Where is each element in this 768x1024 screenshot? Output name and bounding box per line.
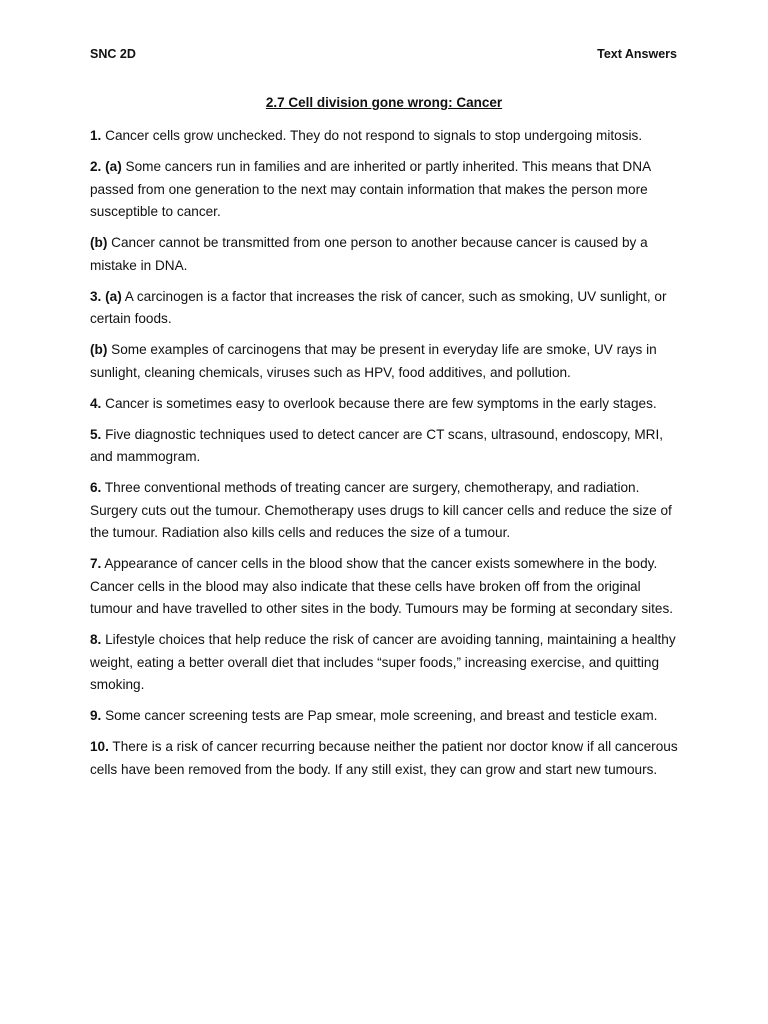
- answer-part-label: (a): [101, 159, 122, 174]
- answer-10: [90, 736, 682, 781]
- answer-text: Five diagnostic techniques used to detect cancer are CT scans, ultrasound, endoscopy, MRI, and mammogram.: [90, 426, 664, 464]
- answer-2a: [90, 156, 682, 224]
- answer-number: 6.: [90, 480, 102, 495]
- answer-text: Cancer cannot be transmitted from one person to another because cancer is caused by a mistake in DNA.: [90, 235, 648, 273]
- answer-text: There is a risk of cancer recurring because neither the patient nor doctor know if all cancerous cells have been removed from the body. If any still exist, they can grow and start new tumours.: [90, 739, 678, 777]
- answer-9: [90, 705, 682, 728]
- answer-text: Some examples of carcinogens that may be present in everyday life are smoke, UV rays in sunlight, cleaning chemicals, viruses such as HPV, food additives, and pollution.: [90, 342, 657, 380]
- answer-8: [90, 629, 682, 697]
- document-type: Text Answers: [597, 47, 677, 61]
- answer-number: 3.: [90, 288, 102, 304]
- answer-part-label: (a): [101, 288, 122, 304]
- answer-part-label: (b): [90, 342, 108, 357]
- answer-text: A carcinogen is a factor that increases the risk of cancer, such as smoking, UV sunlight, or certain foods.: [90, 288, 667, 326]
- course-code: SNC 2D: [90, 47, 136, 61]
- answer-text: Cancer cells grow unchecked. They do not respond to signals to stop undergoing mitosis.: [101, 128, 643, 143]
- answer-number: 1.: [90, 128, 102, 143]
- answer-part-label: (b): [90, 235, 108, 250]
- answer-text: Appearance of cancer cells in the blood show that the cancer exists somewhere in the body. Cancer cells in the blood may also indicate that these cells have broken off from the original tumour and have travelled to other sites in the body. Tumours may be forming at secondary sites.: [90, 556, 674, 616]
- answer-number: 7.: [90, 556, 102, 571]
- answer-list: [90, 125, 682, 790]
- answer-text: Lifestyle choices that help reduce the risk of cancer are avoiding tanning, maintaining a healthy weight, eating a better overall diet that includes “super foods,” increasing exercise, and quitting smoking.: [90, 632, 676, 692]
- answer-text: Some cancers run in families and are inherited or partly inherited. This means that DNA passed from one generation to the next may contain information that makes the person more susceptible to cancer.: [90, 159, 651, 219]
- answer-text: Three conventional methods of treating cancer are surgery, chemotherapy, and radiation. Surgery cuts out the tumour. Chemotherapy uses drugs to kill cancer cells and reduce the size of the tumour. Radiation also kills cells and reduces the size of a tumour.: [90, 480, 672, 540]
- answer-number: 4.: [90, 395, 102, 411]
- answer-number: 5.: [90, 426, 102, 442]
- answer-6: [90, 477, 682, 545]
- page-title: 2.7 Cell division gone wrong: Cancer: [265, 95, 503, 110]
- answer-number: 9.: [90, 708, 102, 723]
- answer-5: [90, 424, 682, 469]
- answer-4: [90, 393, 682, 416]
- answer-1: [90, 125, 682, 148]
- answer-7: [90, 553, 682, 621]
- answer-2b: [90, 232, 682, 277]
- answer-3b: [90, 339, 682, 384]
- answer-number: 8.: [90, 632, 102, 647]
- answer-text: Some cancer screening tests are Pap smear, mole screening, and breast and testicle exam.: [101, 708, 658, 723]
- answer-3a: [90, 286, 682, 331]
- answer-text: Cancer is sometimes easy to overlook because there are few symptoms in the early stages.: [101, 395, 657, 411]
- answer-number: 10.: [90, 739, 109, 754]
- answer-number: 2.: [90, 159, 102, 174]
